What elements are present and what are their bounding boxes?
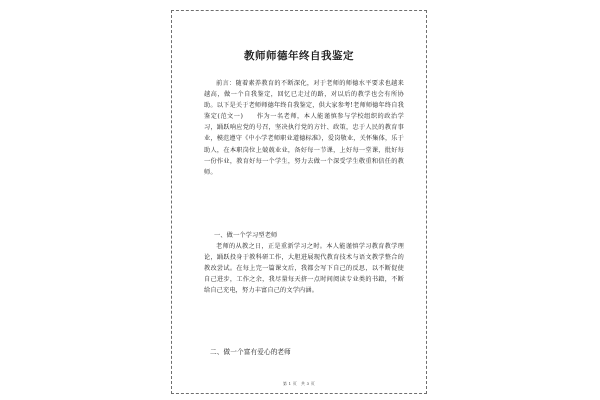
document-title: 教师师德年终自我鉴定	[244, 50, 354, 62]
page-footer: 第 1 页 共 3 页	[283, 381, 315, 386]
section-paragraph-1: 老师的从教之日，正是重新学习之时。本人能谨慎学习教育教学理论，踊跃投身于教科研工作，大胆进展现代教育技术与语文教学整合的教改尝试。在每上完一篇课文后，我都会写下自己的反思，以不断促使自己进步，工作之余，我尽量每天挤一点时间阅读专业类的书籍，不断给自己充电，努力丰富自己的文学内涵。	[204, 243, 404, 295]
section-heading-1: 一、做一个学习型老师	[214, 232, 278, 239]
section-heading-2: 二、做一个富有爱心的老师	[210, 348, 291, 356]
document-page	[171, 10, 427, 394]
intro-paragraph: 前言：随着素养教育的不断深化，对于老师的师德水平要求也越来越高，做一个自我鉴定，回忆已走过的路，对以后的教学也会有所协助。以下是关于老师师德年终自我鉴定，供大家参考!老师师德年终自我鉴定(范文一) 作为一名老师，本人能谨慎参与学校组织的政治学习，踊跃响应党的号召，坚决执行党的方针、政策，忠于人民的教育事业，模范遵守《中小学老师职业道德标准》，爱岗敬业，关怀集体，乐于助人，在本职岗位上兢兢业业，备好每一节课，上好每一堂课，批好每一份作业，教育好每一个学生，努力去做一个深受学生敬重和信任的教师。	[204, 80, 404, 176]
